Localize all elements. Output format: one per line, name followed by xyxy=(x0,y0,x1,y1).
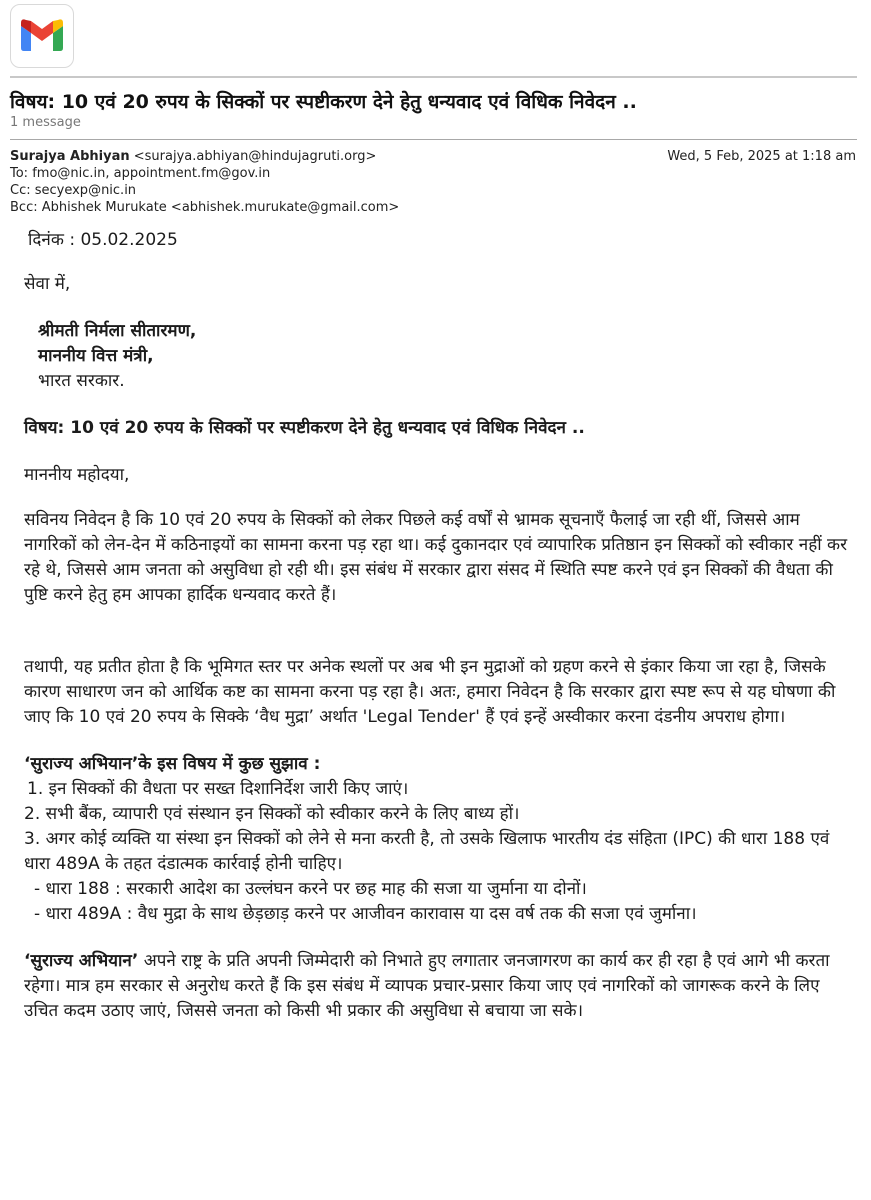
letter-date: दिनंक : 05.02.2025 xyxy=(28,230,178,250)
cc-line: Cc: secyexp@nic.in xyxy=(10,183,137,198)
sub-list-item: - धारा 489A : वैध मुद्रा के साथ छेड़छाड़ करने पर आजीवन कारावास या दस वर्ष तक की सजा एवं जुर्माना। xyxy=(34,904,697,924)
spacer xyxy=(24,927,856,949)
message-count: 1 message xyxy=(10,115,81,130)
paragraph-1: सविनय निवेदन है कि 10 एवं 20 रुपय के सिक्कों को लेकर पिछले कई वर्षों से भ्रामक सूचनाएँ फैलाई जा रही थीं, जिससे आम नागरिकों को लेन-देन में कठिनाइयों का सामना करना पड़ रहा था। कई दुकानदार एवं व्यापारिक प्रतिष्ठान इन सिक्कों को स्वीकार नहीं कर रहे थे, जिससे आम जनता को असुविधा हो रही थी। इस संबंध में सरकार द्वारा संसद में स्थिति स्पष्ट करने एवं इन सिक्कों की वैधता की पुष्टि करने हेतु हम आपका हार्दिक धन्यवाद करते हैं। xyxy=(24,510,848,605)
email-timestamp: Wed, 5 Feb, 2025 at 1:18 am xyxy=(667,149,856,164)
spacer xyxy=(24,253,856,272)
paragraph-2: तथापी, यह प्रतीत होता है कि भूमिगत स्तर पर अनेक स्थलों पर अब भी इन मुद्राओं को ग्रहण करने से इंकार किया जा रहा है, जिसके कारण साधारण जन को आर्थिक कष्ट का सामना करना पड़ रहा है। अतः, हमारा निवेदन है कि सरकार द्वारा स्पष्ट रूप से यह घोषणा की जाए कि 10 एवं 20 रुपय के सिक्के ‘वैध मुद्रा’ अर्थात 'Legal Tender' हैं एवं इन्हें अस्वीकार करना दंडनीय अपराध होगा। xyxy=(24,657,836,727)
bcc-line: Bcc: Abhishek Murukate <abhishek.murukate@gmail.com> xyxy=(10,200,400,215)
spacer xyxy=(24,441,856,463)
closing-org-name: ‘सुराज्य अभियान’ xyxy=(24,951,139,971)
recipient-org: भारत सरकार. xyxy=(38,371,125,391)
greeting: माननीय महोदया, xyxy=(24,465,130,485)
spacer xyxy=(24,297,856,319)
sub-list-item: - धारा 188 : सरकारी आदेश का उल्लंघन करने पर छह माह की सजा या जुर्माना या दोनों। xyxy=(34,879,587,899)
list-item: 3. अगर कोई व्यक्ति या संस्था इन सिक्कों को लेने से मना करती है, तो उसके खिलाफ भारतीय दंड संहिता (IPC) की धारा 188 एवं धारा 489A के तहत दंडात्मक कार्रवाई होनी चाहिए। xyxy=(24,829,830,874)
email-body xyxy=(24,228,856,1024)
suggestions-heading: ‘सुराज्य अभियान’के इस विषय में कुछ सुझाव : xyxy=(24,754,321,774)
list-item: 1. इन सिक्कों की वैधता पर सख्त दिशानिर्देश जारी किए जाएं। xyxy=(27,779,409,799)
salutation-to: सेवा में, xyxy=(24,274,71,294)
spacer xyxy=(24,488,856,508)
closing-paragraph xyxy=(24,949,856,1024)
closing-text: अपने राष्ट्र के प्रति अपनी जिम्मेदारी को निभाते हुए लगातार जनजागरण का कार्य कर ही रहा है एवं आगे भी करता रहेगा। मात्र हम सरकार से अनुरोध करते हैं कि इस संबंध में व्यापक प्रचार-प्रसार किया जाए एवं नागरिकों को जागरूक करने के लिए उचित कदम उठाए जाएं, जिससे जनता को किसी भी प्रकार की असुविधा से बचाया जा सके। xyxy=(24,951,830,1021)
to-line: To: fmo@nic.in, appointment.fm@gov.in xyxy=(10,166,271,181)
app-header xyxy=(0,0,871,76)
spacer xyxy=(24,608,856,655)
list-item: 2. सभी बैंक, व्यापारी एवं संस्थान इन सिक्कों को स्वीकार करने के लिए बाध्य हों। xyxy=(24,804,520,824)
recipient-title: माननीय वित्त मंत्री, xyxy=(38,346,154,366)
recipient-name: श्रीमती निर्मला सीतारमण, xyxy=(38,321,197,341)
sender-name[interactable]: Surajya Abhiyan xyxy=(10,149,130,164)
spacer xyxy=(24,394,856,416)
body-subject: विषय: 10 एवं 20 रुपय के सिक्कों पर स्पष्टीकरण देने हेतु धन्यवाद एवं विधिक निवेदन .. xyxy=(24,418,585,438)
sender-email[interactable]: <surajya.abhiyan@hindujagruti.org> xyxy=(133,149,377,164)
email-subject: विषय: 10 एवं 20 रुपय के सिक्कों पर स्पष्टीकरण देने हेतु धन्यवाद एवं विधिक निवेदन .. xyxy=(10,91,637,113)
gmail-logo[interactable] xyxy=(10,4,74,68)
email-headers xyxy=(10,148,856,216)
subject-divider xyxy=(10,139,857,140)
gmail-logo-icon xyxy=(21,19,63,51)
spacer xyxy=(24,730,856,752)
header-divider xyxy=(10,76,857,78)
